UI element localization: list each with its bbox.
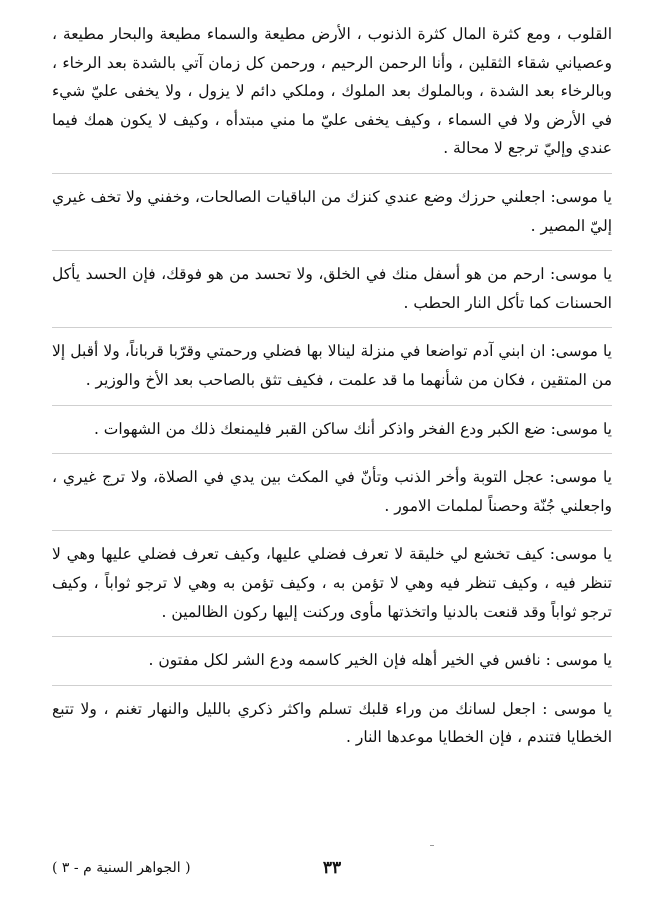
paragraph-3: يا موسى: ارحم من هو أسفل منك في الخلق، ولا تحسد من هو فوقك، فإن الحسد يأكل الحسنات كما تأكل النار الحطب . [52, 265, 612, 312]
divider [52, 685, 612, 686]
paragraph-9: يا موسى : اجعل لسانك من وراء قلبك تسلم واكثر ذكري بالليل والنهار تغنم ، ولا تتبع الخطايا فتندم ، فإن الخطايا موعدها النار . [52, 699, 612, 747]
divider [52, 405, 612, 406]
page-number: ٣٣ [322, 858, 342, 878]
paragraph-8: يا موسى : نافس في الخير أهله فإن الخير كاسمه ودع الشر لكل مفتون . [148, 651, 612, 670]
divider [52, 636, 612, 637]
paragraph-4: يا موسى: ان ابني آدم تواضعا في منزلة لينالا بها فضلي ورحمتي وقرّبا قرباناً، ولا أقبل إلا من المتقين ، فكان من شأنهما ما قد علمت ، فكيف تثق بالصاحب بعد الأخ والوزير . [52, 342, 612, 389]
divider [52, 530, 612, 531]
divider [52, 453, 612, 454]
paragraph-5: يا موسى: ضع الكبر ودع الفخر واذكر أنك ساكن القبر فليمنعك ذلك من الشهوات . [93, 419, 612, 438]
page-footer [52, 858, 612, 888]
paragraph-2: يا موسى: اجعلني حرزك وضع عندي كنزك من الباقيات الصالحات، وخفني ولا تخف غيري إليّ المصير . [52, 187, 612, 235]
paragraph-6: يا موسى: عجل التوبة وأخر الذنب وتأنّ في المكث بين يدي في الصلاة، ولا ترج غيري ، واجعلني جُنّة وحصناً لملمات الامور . [52, 468, 612, 515]
divider [52, 250, 612, 251]
divider [52, 173, 612, 174]
page-body [52, 20, 612, 762]
scan-mark [430, 845, 434, 846]
source-reference: ( الجواهر السنية م - ٣ ) [52, 860, 191, 876]
paragraph-1: القلوب ، ومع كثرة المال كثرة الذنوب ، الأرض مطيعة والسماء مطيعة والبحار مطيعة ، وعصياني شقاء الثقلين ، وأنا الرحمن الرحيم ، ورحمن كل زمان آتي بالشدة بعد الرخاء ، وبالرخاء بعد الشدة ، وبالملوك بعد الملوك ، وملكي دائم لا يزول ، ولا يخفى عليّ شيء في الأرض ولا في السماء ، وكيف يخفى عليّ ما مني مبتدأه ، وكيف لا يكون همك فيما عندي وإليّ ترجع لا محالة . [52, 25, 612, 158]
divider [52, 327, 612, 328]
paragraph-7: يا موسى: كيف تخشع لي خليقة لا تعرف فضلي عليها، وكيف تعرف فضلي عليها وهي لا تنظر فيه ، وكيف تنظر فيه وهي لا تؤمن به ، وكيف تؤمن به وهي لا ترجو ثواباً ، وكيف ترجو ثواباً وقد قنعت بالدنيا واتخذتها مأوى وركنت إليها ركون الظالمين . [52, 545, 612, 621]
